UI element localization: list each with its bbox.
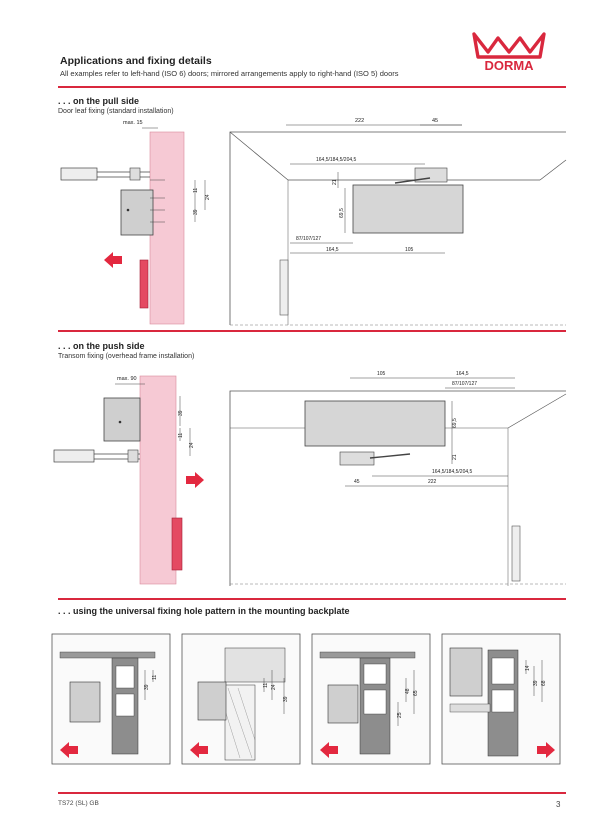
arm-shoe bbox=[61, 168, 97, 180]
pull-side-diagrams bbox=[0, 110, 600, 330]
svg-text:14: 14 bbox=[525, 665, 531, 671]
page-title: Applications and fixing details bbox=[60, 55, 212, 67]
arm-shoe bbox=[340, 452, 374, 465]
brand-name: DORMA bbox=[484, 58, 534, 73]
svg-text:45: 45 bbox=[432, 118, 439, 124]
footer-divider bbox=[58, 792, 566, 794]
push-side-diagrams bbox=[0, 366, 600, 591]
push-side-view bbox=[54, 376, 204, 584]
dim-label: max. 15 bbox=[123, 120, 143, 126]
svg-text:65: 65 bbox=[413, 690, 419, 696]
svg-text:11: 11 bbox=[193, 187, 199, 193]
pull-side-view bbox=[61, 120, 211, 324]
push-caption: Transom fixing (overhead frame installation) bbox=[58, 353, 195, 360]
svg-text:164,5/184,5/204,5: 164,5/184,5/204,5 bbox=[316, 157, 357, 163]
closer-body bbox=[353, 185, 463, 233]
pull-caption: Door leaf fixing (standard installation) bbox=[58, 108, 174, 115]
push-front-view bbox=[230, 371, 566, 586]
universal-diagrams bbox=[0, 630, 600, 770]
push-heading: . . . on the push side bbox=[58, 341, 145, 351]
svg-text:24: 24 bbox=[271, 684, 277, 690]
page-number: 3 bbox=[556, 800, 561, 809]
svg-text:45: 45 bbox=[354, 479, 360, 485]
svg-text:max. 90: max. 90 bbox=[117, 376, 137, 382]
arm-shoe bbox=[54, 450, 94, 462]
svg-text:164,5/184,5/204,5: 164,5/184,5/204,5 bbox=[432, 469, 473, 475]
closer-body bbox=[104, 398, 140, 441]
svg-text:48: 48 bbox=[405, 688, 411, 694]
door-leaf bbox=[150, 132, 184, 324]
svg-text:222: 222 bbox=[428, 479, 437, 485]
svg-text:164,5: 164,5 bbox=[326, 247, 339, 253]
svg-text:69,5: 69,5 bbox=[339, 208, 345, 218]
door-frame bbox=[140, 376, 176, 584]
opening-direction-arrow bbox=[186, 472, 204, 488]
fixing-panel-4 bbox=[442, 634, 560, 764]
footer-code: TS72 (SL) GB bbox=[58, 800, 99, 807]
svg-text:21: 21 bbox=[452, 454, 458, 460]
svg-text:11: 11 bbox=[152, 674, 158, 680]
page-subtitle: All examples refer to left-hand (ISO 6) doors; mirrored arrangements apply to right-hand (ISO 5) doors bbox=[60, 69, 399, 78]
pull-heading: . . . on the pull side bbox=[58, 96, 140, 106]
svg-text:24: 24 bbox=[205, 194, 211, 200]
svg-text:39: 39 bbox=[533, 680, 539, 686]
svg-text:164,5: 164,5 bbox=[456, 371, 469, 377]
svg-text:11: 11 bbox=[263, 682, 269, 688]
svg-text:11: 11 bbox=[178, 432, 184, 438]
hinge bbox=[172, 518, 182, 570]
svg-text:105: 105 bbox=[405, 247, 414, 253]
fixing-panel-2 bbox=[182, 634, 300, 764]
svg-text:24: 24 bbox=[189, 442, 195, 448]
svg-text:39: 39 bbox=[283, 696, 289, 702]
hinge bbox=[512, 526, 520, 581]
universal-heading: . . . using the universal fixing hole pattern in the mounting backplate bbox=[58, 606, 350, 616]
dorma-logo bbox=[468, 30, 550, 74]
section-divider bbox=[58, 330, 566, 332]
fixing-panel-1 bbox=[52, 634, 170, 764]
hinge bbox=[280, 260, 288, 315]
section-divider bbox=[58, 598, 566, 600]
header-divider bbox=[58, 86, 566, 88]
svg-text:21: 21 bbox=[332, 179, 338, 185]
svg-text:25: 25 bbox=[397, 712, 403, 718]
svg-text:87/107/127: 87/107/127 bbox=[452, 381, 478, 387]
pull-front-view bbox=[230, 118, 566, 325]
hinge bbox=[140, 260, 148, 308]
closer-body bbox=[305, 401, 445, 446]
svg-text:222: 222 bbox=[355, 118, 365, 124]
svg-text:68: 68 bbox=[541, 680, 547, 686]
svg-text:69,5: 69,5 bbox=[452, 418, 458, 428]
opening-direction-arrow bbox=[104, 252, 122, 268]
svg-text:105: 105 bbox=[377, 371, 386, 377]
crown-icon bbox=[474, 34, 544, 57]
svg-text:87/107/127: 87/107/127 bbox=[296, 236, 322, 242]
svg-text:39: 39 bbox=[144, 684, 150, 690]
svg-text:39: 39 bbox=[193, 209, 199, 215]
fixing-panel-3 bbox=[312, 634, 430, 764]
closer-body bbox=[121, 190, 153, 235]
svg-text:39: 39 bbox=[178, 410, 184, 416]
